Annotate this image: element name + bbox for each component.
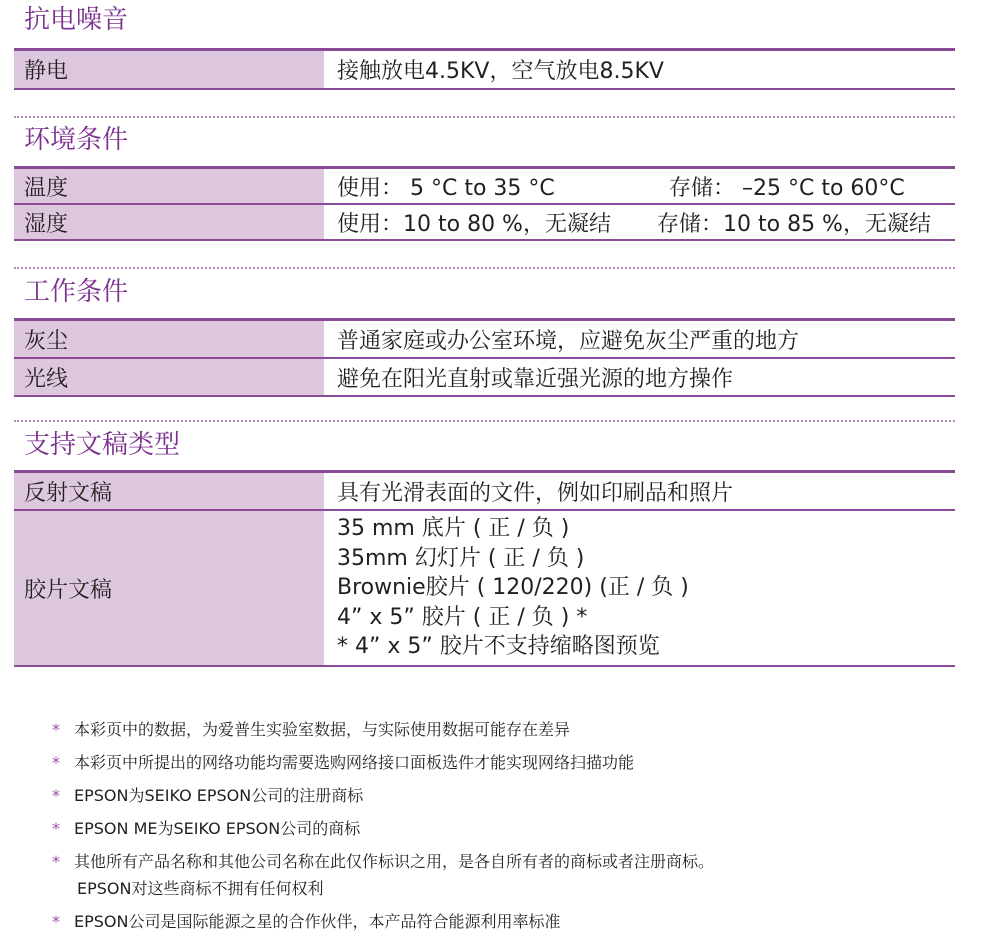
section-document-types [14,429,955,667]
row-value: 避免在阳光直射或靠近强光源的地方操作 [327,359,955,395]
value-usage: 使用： 5 °C to 35 °C [337,175,555,201]
value-storage: 存储： –25 °C to 60°C [669,175,905,201]
footnote-text: EPSON ME为SEIKO EPSON公司的商标 [74,819,361,838]
footnote-text: 本彩页中的数据，为爱普生实验室数据，与实际使用数据可能存在差异 [74,720,571,739]
section-title: 支持文稿类型 [24,430,181,460]
value-storage: 存储：10 to 85 %，无凝结 [657,211,931,237]
film-line: 4” x 5” 胶片 ( 正 / 负 ) * [337,604,588,630]
film-line: 35 mm 底片 ( 正 / 负 ) [337,516,570,542]
section-title: 环境条件 [24,125,129,155]
footnote-star: * [52,786,60,805]
section-title: 抗电噪音 [24,5,129,35]
footnote [52,713,972,746]
row-label: 光线 [14,359,324,395]
footnote-star: * [52,753,60,772]
footnote-text: 其他所有产品名称和其他公司名称在此仅作标识之用，是各自所有者的商标或者注册商标。 [74,852,715,871]
film-line: Brownie胶片 ( 120/220) (正 / 负 ) [337,575,689,601]
row-value: 具有光滑表面的文件，例如印刷品和照片 [327,473,955,509]
table-row [14,51,955,90]
footnote-text: EPSON公司是国际能源之星的合作伙伴，本产品符合能源利用率标准 [74,912,561,931]
footnote [52,905,972,938]
row-label: 反射文稿 [14,473,324,509]
table-row [14,473,955,511]
row-value [327,205,955,239]
film-line: * 4” x 5” 胶片不支持缩略图预览 [337,634,660,660]
row-value [327,169,955,203]
section-title: 工作条件 [24,277,129,307]
dotted-divider [14,267,955,269]
film-line: 35mm 幻灯片 ( 正 / 负 ) [337,545,585,571]
table-row [14,359,955,397]
row-label: 温度 [14,169,324,203]
footnote-text: 本彩页中所提出的网络功能均需要选购网络接口面板选件才能实现网络扫描功能 [74,753,635,772]
table-row [14,511,955,667]
footnote-star: * [52,852,60,871]
section-anti-noise [14,4,955,90]
footnote-star: * [52,912,60,931]
dotted-divider [14,116,955,118]
row-label: 灰尘 [14,321,324,357]
footnote-star: * [52,819,60,838]
section-working-conditions [14,276,955,397]
dotted-divider [14,420,955,422]
table-row [14,169,955,205]
footnote-star: * [52,720,60,739]
footnote [52,746,972,779]
footnote [52,779,972,812]
row-label: 胶片文稿 [14,511,324,665]
row-value: 普通家庭或办公室环境，应避免灰尘严重的地方 [327,321,955,357]
value-usage: 使用：10 to 80 %，无凝结 [337,211,611,237]
row-value [327,511,955,665]
table-row [14,321,955,359]
table-row [14,205,955,241]
footnote-text: EPSON对这些商标不拥有任何权利 [77,879,324,898]
row-label: 湿度 [14,205,324,239]
section-environment [14,124,955,241]
footnote-text: EPSON为SEIKO EPSON公司的注册商标 [74,786,364,805]
footnote [52,812,972,845]
row-label: 静电 [14,51,324,88]
footnotes [52,713,972,938]
row-value: 接触放电4.5KV，空气放电8.5KV [327,51,955,88]
